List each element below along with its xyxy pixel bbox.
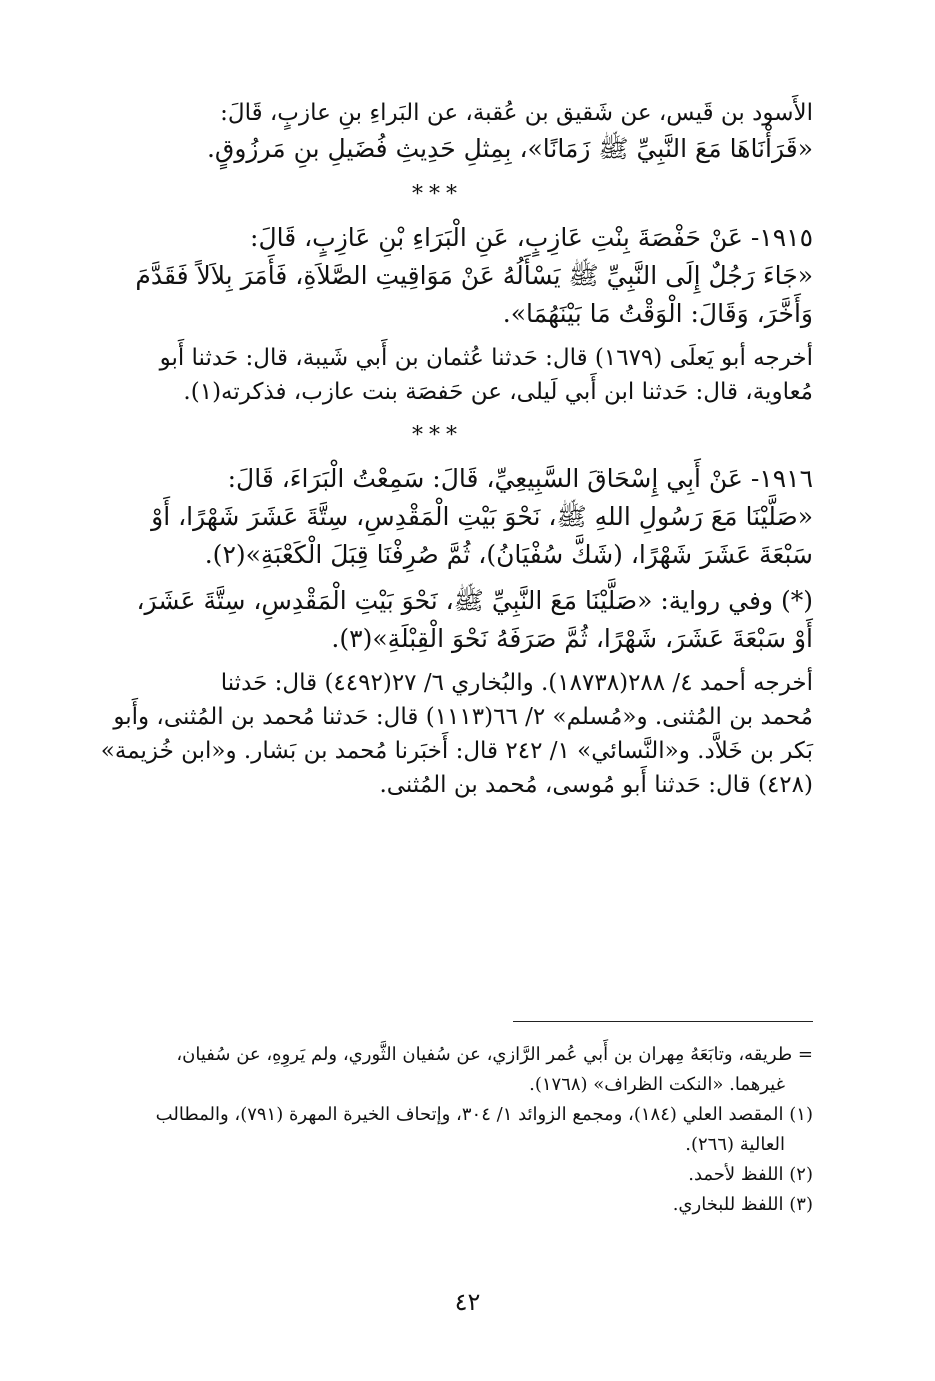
hadith-1916-riwaya-2: أَوْ سَبْعَةَ عَشَرَ، شَهْرًا، ثُمَّ صَرَفَهُ نَحْوَ الْقِبْلَةِ»(٣). bbox=[331, 624, 813, 653]
footnote-continuation: = طريقه، وتابَعَهُ مِهران بن أَبي عُمر الرَّازي، عن سُفيان الثَّوري، ولم يَروِهِ، عن سُفيان، bbox=[176, 1044, 813, 1065]
takhrij-line: بَكر بن خَلاَّد. و«النَّسائي» ١/ ٢٤٢ قال: أَخبَرنا مُحمد بن بَشار. و«ابن خُزيمة» bbox=[100, 738, 813, 764]
page-number: ٤٢ bbox=[454, 1288, 481, 1316]
footnote-1: (١) المقصد العلي (١٨٤)، ومجمع الزوائد ١/ ٣٠٤، وإتحاف الخيرة المهرة (٧٩١)، والمطالب bbox=[155, 1104, 813, 1125]
separator-stars: *** bbox=[412, 182, 463, 207]
takhrij-line: مُعاوية، قال: حَدثنا ابن أَبي لَيلى، عن حَفصَة بنت عازب، فذكرته(١). bbox=[183, 379, 813, 405]
footnote-continuation-2: غيرهما. «النكت الظراف» (١٧٦٨). bbox=[529, 1074, 785, 1095]
intro-line-1: الأَسود بن قَيس، عن شَقيق بن عُقبة، عن البَراءِ بنِ عازبٍ، قَالَ: bbox=[220, 100, 813, 126]
intro-block bbox=[62, 96, 813, 168]
hadith-1916-matn-1: «صَلَّيْنَا مَعَ رَسُولِ اللهِ ﷺ، نَحْوَ بَيْتِ الْمَقْدِسِ، سِتَّةَ عَشَرَ شَهْرًا، أَوْ bbox=[151, 502, 813, 531]
takhrij-line: أخرجه أبو يَعلَى (١٦٧٩) قال: حَدثنا عُثمان بن أَبي شَيبة، قال: حَدثنا أَبو bbox=[159, 345, 813, 371]
separator-stars: *** bbox=[412, 423, 463, 448]
hadith-1915 bbox=[62, 219, 813, 409]
footnote-3: (٣) اللفظ للبخاري. bbox=[672, 1194, 813, 1215]
hadith-1915-matn-2: وَأَخَّرَ، وَقَالَ: الْوَقْتُ مَا بَيْنَهُمَا». bbox=[502, 299, 813, 328]
takhrij-line: أخرجه أحمد ٤/ ٢٨٨(١٨٧٣٨). والبُخاري ٦/ ٢٧(٤٤٩٢) قال: حَدثنا bbox=[220, 670, 813, 696]
hadith-1916-riwaya-1: (*) وفي رواية: «صَلَّيْنَا مَعَ النَّبِيِّ ﷺ، نَحْوَ بَيْتِ الْمَقْدِسِ، سِتَّةَ عَشَرَ، bbox=[136, 586, 813, 615]
takhrij-line: مُحمد بن المُثنى. و«مُسلم» ٢/ ٦٦(١١١٣) قال: حَدثنا مُحمد بن المُثنى، وأَبو bbox=[113, 704, 813, 730]
hadith-1916-matn-2: سَبْعَةَ عَشَرَ شَهْرًا، (شَكَّ سُفْيَانُ)، ثُمَّ صُرِفْنَا قِبَلَ الْكَعْبَةِ»(٢). bbox=[204, 540, 813, 569]
hadith-1915-matn-1: «جَاءَ رَجُلٌ إِلَى النَّبِيِّ ﷺ يَسْأَلُهُ عَنْ مَوَاقِيتِ الصَّلاَةِ، فَأَمَرَ بِلاَلاً فَقَدَّمَ bbox=[135, 261, 813, 290]
hadith-1916-heading: ١٩١٦- عَنْ أَبِي إِسْحَاقَ السَّبِيعِيِّ، قَالَ: سَمِعْتُ الْبَرَاءَ، قَالَ: bbox=[227, 464, 813, 493]
hadith-1915-heading: ١٩١٥- عَنْ حَفْصَةَ بِنْتِ عَازِبٍ، عَنِ الْبَرَاءِ بْنِ عَازِبٍ، قَالَ: bbox=[250, 223, 813, 252]
takhrij-line: (٤٢٨) قال: حَدثنا أَبو مُوسى، مُحمد بن المُثنى. bbox=[379, 772, 813, 798]
footnote-divider bbox=[513, 1021, 813, 1022]
intro-line-2: «قَرَأْنَاهَا مَعَ النَّبِيِّ ﷺ زَمَانًا»، بِمِثلِ حَدِيثِ فُضَيلِ بنِ مَرزُوقٍ. bbox=[206, 134, 813, 163]
hadith-1916 bbox=[62, 460, 813, 802]
hadith-1916-takhrij bbox=[62, 666, 813, 802]
footnote-1-cont: العالية (٢٦٦). bbox=[685, 1134, 785, 1155]
footnote-2: (٢) اللفظ لأحمد. bbox=[688, 1164, 813, 1185]
footnotes bbox=[62, 1040, 813, 1220]
hadith-1915-takhrij bbox=[62, 341, 813, 409]
